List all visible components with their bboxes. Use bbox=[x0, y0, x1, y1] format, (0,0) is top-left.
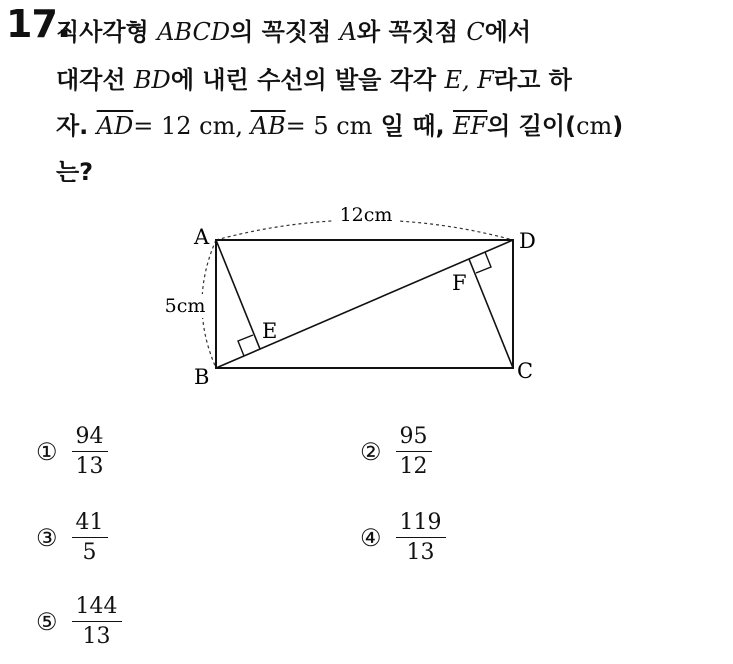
choice-fraction-1 bbox=[72, 424, 108, 479]
variable-e: E bbox=[444, 66, 462, 94]
unit: cm bbox=[576, 112, 613, 140]
separator: , bbox=[235, 112, 251, 140]
denominator: 12 bbox=[399, 454, 428, 479]
top-length-label: 12cm bbox=[339, 204, 393, 226]
text: , bbox=[461, 66, 478, 94]
vertex-label-a: A bbox=[194, 225, 210, 249]
choice-number-5: ⑤ bbox=[36, 607, 58, 636]
choice-number-3: ③ bbox=[36, 523, 58, 552]
text: 라고 하 bbox=[493, 66, 572, 94]
point-label-f: F bbox=[452, 271, 467, 295]
text: 의 꼭짓점 bbox=[230, 18, 340, 46]
text: 일 때, bbox=[372, 112, 453, 140]
choice-4[interactable] bbox=[360, 510, 446, 565]
numerator: 95 bbox=[396, 424, 432, 452]
choice-number-4: ④ bbox=[360, 523, 382, 552]
question-line-1 bbox=[56, 12, 531, 47]
choice-fraction-2 bbox=[396, 424, 432, 479]
numerator: 119 bbox=[396, 510, 446, 538]
choice-fraction-3 bbox=[72, 510, 108, 565]
question-line-2 bbox=[56, 60, 572, 95]
vertex-label-b: B bbox=[194, 365, 210, 389]
length-ab: = 5 cm bbox=[285, 112, 373, 140]
segment-ab: $\overline{AB}$ bbox=[250, 112, 286, 140]
perpendicular-cf bbox=[469, 259, 513, 368]
choice-5[interactable] bbox=[36, 594, 122, 649]
variable-c: C bbox=[466, 18, 485, 46]
variable-bd: BD bbox=[133, 66, 171, 94]
choice-number-1: ① bbox=[36, 437, 58, 466]
choice-2[interactable] bbox=[360, 424, 432, 479]
text: 자. bbox=[56, 112, 97, 140]
denominator: 5 bbox=[82, 540, 97, 565]
text: 대각선 bbox=[56, 66, 134, 94]
numerator: 41 bbox=[72, 510, 108, 538]
diagonal-bd bbox=[216, 240, 513, 368]
denominator: 13 bbox=[406, 540, 435, 565]
perpendicular-ae bbox=[216, 240, 260, 349]
vertex-label-c: C bbox=[517, 359, 534, 383]
denominator: 13 bbox=[75, 454, 104, 479]
text: 와 꼭짓점 bbox=[356, 18, 467, 46]
numerator: 94 bbox=[72, 424, 108, 452]
rectangle-figure bbox=[150, 195, 570, 395]
text: 의 길이( bbox=[487, 112, 577, 140]
variable-a: A bbox=[339, 18, 357, 46]
question-line-3 bbox=[56, 106, 623, 141]
segment-ad: $\overline{AD}$ bbox=[96, 112, 134, 140]
choice-1[interactable] bbox=[36, 424, 108, 479]
choice-fraction-5 bbox=[72, 594, 122, 649]
variable-f: F bbox=[477, 66, 494, 94]
text: ) bbox=[612, 112, 624, 140]
question-line-4: 는? bbox=[56, 158, 94, 186]
vertex-label-d: D bbox=[519, 229, 536, 253]
left-length-label: 5cm bbox=[164, 295, 206, 317]
denominator: 13 bbox=[82, 624, 111, 649]
choice-3[interactable] bbox=[36, 510, 108, 565]
length-ad: = 12 cm bbox=[133, 112, 236, 140]
text: 직사각형 bbox=[56, 18, 158, 46]
text: 에 내린 수선의 발을 각각 bbox=[170, 66, 445, 94]
choice-fraction-4 bbox=[396, 510, 446, 565]
point-label-e: E bbox=[262, 319, 278, 343]
segment-ef: $\overline{EF}$ bbox=[453, 112, 488, 140]
numerator: 144 bbox=[72, 594, 122, 622]
text: 에서 bbox=[484, 18, 532, 46]
question-number: 17. bbox=[6, 2, 71, 46]
variable-abcd: ABCD bbox=[157, 18, 231, 46]
choice-number-2: ② bbox=[360, 437, 382, 466]
